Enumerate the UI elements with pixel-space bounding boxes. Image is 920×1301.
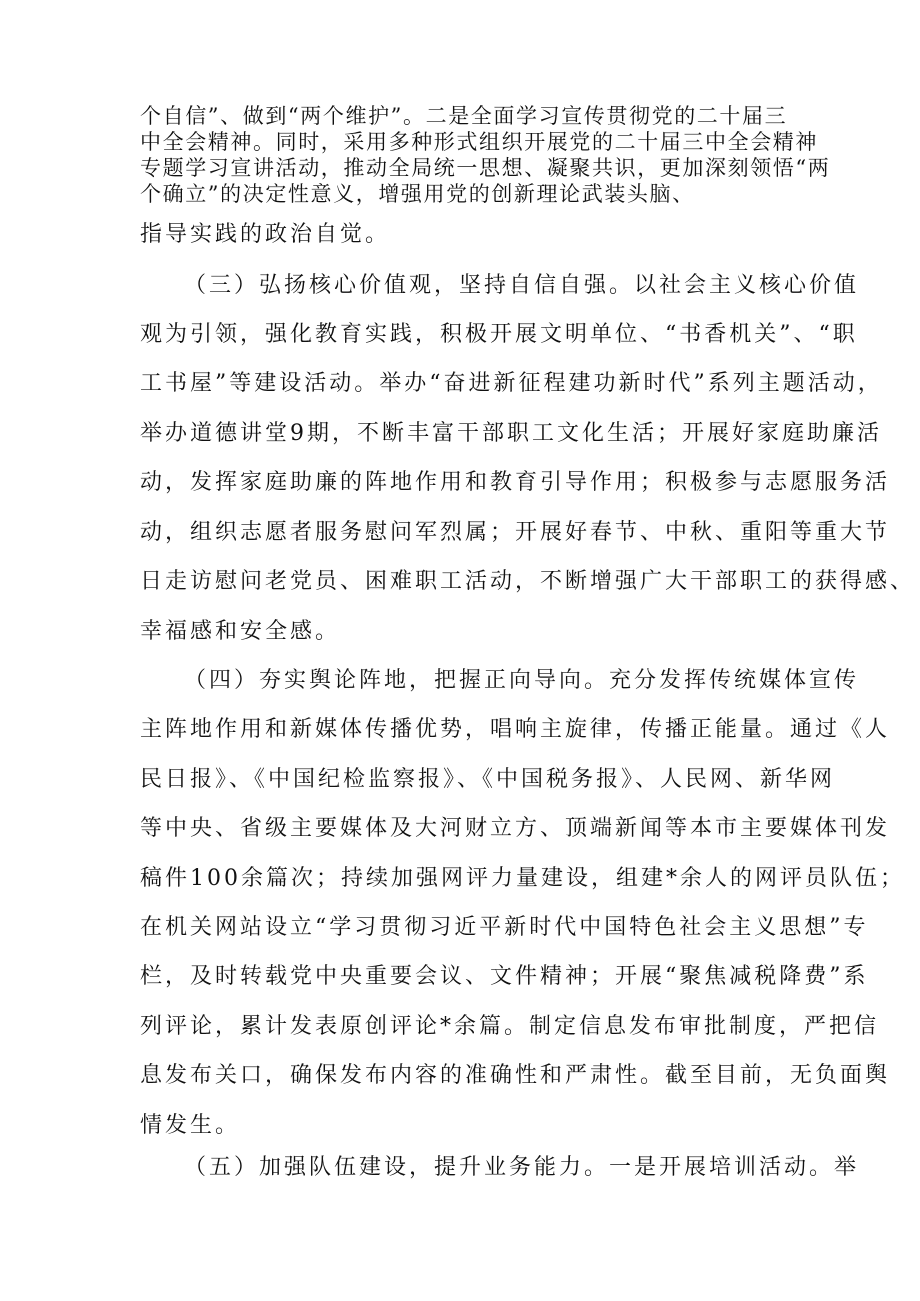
text-line: 举办道德讲堂9期，不断丰富干部职工文化生活；开展好家庭助廉活 xyxy=(140,421,882,446)
text-line: 观为引领，强化教育实践，积极开展文明单位、“书香机关”、“职 xyxy=(140,322,858,347)
text-line: 日走访慰问老党员、困难职工活动，不断增强广大干部职工的获得感、 xyxy=(140,569,916,594)
paragraph-heading-4: （四）夯实舆论阵地，把握正向导向。充分发挥传统媒体宣传 xyxy=(184,668,860,693)
text-line: 等中央、省级主要媒体及大河财立方、顶端新闻等本市主要媒体刊发 xyxy=(140,816,891,841)
text-line: 中全会精神。同时，采用多种形式组织开展党的二十届三中全会精神 xyxy=(140,130,818,154)
text-line: 列评论，累计发表原创评论*余篇。制定信息发布审批制度，严把信 xyxy=(140,1014,880,1039)
text-line: 个确立”的决定性意义，增强用党的创新理论武装头脑、 xyxy=(140,182,695,206)
text-line: 在机关网站设立“学习贯彻习近平新时代中国特色社会主义思想”专 xyxy=(140,915,869,940)
text-line: 个自信”、做到“两个维护”。二是全面学习宣传贯彻党的二十届三 xyxy=(140,104,788,128)
text-line: 动，组织志愿者服务慰问军烈属；开展好春节、中秋、重阳等重大节 xyxy=(140,520,891,545)
text-line: 息发布关口，确保发布内容的准确性和严肃性。截至目前，无负面舆 xyxy=(140,1063,891,1088)
text-line: 主阵地作用和新媒体传播优势，唱响主旋律，传播正能量。通过《人 xyxy=(140,717,891,742)
text-line: 栏，及时转载党中央重要会议、文件精神；开展“聚焦减税降费”系 xyxy=(140,964,869,989)
text-line: 稿件100余篇次；持续加强网评力量建设，组建*余人的网评员队伍； xyxy=(140,866,905,891)
paragraph-heading-3: （三）弘扬核心价值观，坚持自信自强。以社会主义核心价值 xyxy=(184,273,860,298)
text-line: 情发生。 xyxy=(140,1113,241,1138)
text-line: 民日报》、《中国纪检监察报》、《中国税务报》、人民网、新华网 xyxy=(140,767,836,792)
text-line: 工书屋”等建设活动。举办“奋进新征程建功新时代”系列主题活动， xyxy=(140,371,883,396)
text-line: 动，发挥家庭助廉的阵地作用和教育引导作用；积极参与志愿服务活 xyxy=(140,470,891,495)
paragraph-heading-5: （五）加强队伍建设，提升业务能力。一是开展培训活动。举 xyxy=(184,1155,860,1180)
text-line: 幸福感和安全感。 xyxy=(140,619,341,644)
text-line: 指导实践的政治自觉。 xyxy=(140,222,391,247)
text-line: 专题学习宣讲活动，推动全局统一思想、凝聚共识，更加深刻领悟“两 xyxy=(140,156,831,180)
